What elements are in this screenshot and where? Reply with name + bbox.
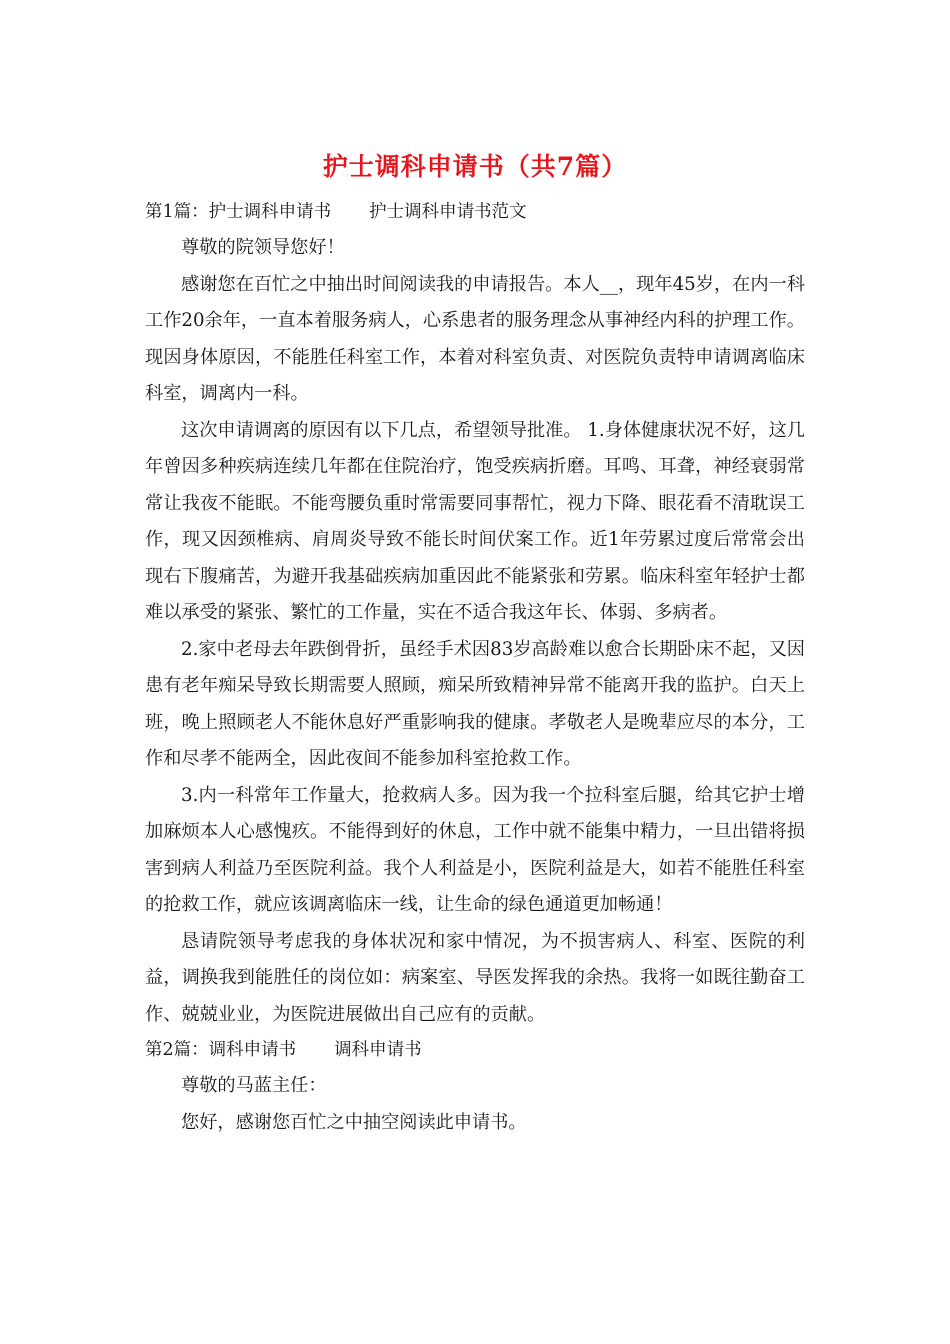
article-2-title: 第2篇：调科申请书 [145, 1040, 297, 1060]
article-1-salutation: 尊敬的院领导您好！ [181, 237, 345, 258]
document-title: 护士调科申请书（共7篇） [322, 152, 628, 181]
article-1-paragraph: 恳请院领导考虑我的身体状况和家中情况，为不损害病人、科室、医院的利益，调换我到能胜任的岗位如：病案室、导医发挥我的余热。我将一如既往勤奋工作、兢兢业业，为医院进展做出自己应有的贡献。 [145, 930, 805, 1025]
document-body [145, 197, 805, 1141]
article-1-subtitle: 护士调科申请书范文 [369, 202, 527, 222]
article-1-heading [145, 197, 805, 227]
article-2-heading [145, 1035, 805, 1065]
article-2-subtitle: 调科申请书 [334, 1040, 422, 1060]
article-1-paragraph: 2.家中老母去年跌倒骨折，虽经手术因83岁高龄难以愈合长期卧床不起，又因患有老年痴呆导致长期需要人照顾，痴呆所致精神异常不能离开我的监护。白天上班，晚上照顾老人不能休息好严重影响我的健康。孝敬老人是晚辈应尽的本分，工作和尽孝不能两全，因此夜间不能参加科室抢救工作。 [145, 638, 805, 769]
article-2-salutation: 尊敬的马蓝主任： [181, 1075, 327, 1096]
article-2-paragraph: 您好，感谢您百忙之中抽空阅读此申请书。 [181, 1111, 527, 1133]
article-1-paragraph: 感谢您在百忙之中抽出时间阅读我的申请报告。本人__，现年45岁，在内一科工作20余年，一直本着服务病人，心系患者的服务理念从事神经内科的护理工作。现因身体原因，不能胜任科室工作，本着对科室负责、对医院负责特申请调离临床科室，调离内一科。 [145, 273, 805, 404]
article-1-paragraph: 3.内一科常年工作量大，抢救病人多。因为我一个拉科室后腿，给其它护士增加麻烦本人心感愧疚。不能得到好的休息，工作中就不能集中精力，一旦出错将损害到病人利益乃至医院利益。我个人利益是小，医院利益是大，如若不能胜任科室的抢救工作，就应该调离临床一线，让生命的绿色通道更加畅通！ [145, 784, 805, 915]
article-1-title: 第1篇：护士调科申请书 [145, 202, 332, 222]
article-1-paragraph: 这次申请调离的原因有以下几点，希望领导批准。 1.身体健康状况不好，这几年曾因多种疾病连续几年都在住院治疗，饱受疾病折磨。耳鸣、耳聋，神经衰弱常常让我夜不能眠。不能弯腰负重时常需要同事帮忙，视力下降、眼花看不清耽误工作，现又因颈椎病、肩周炎导致不能长时间伏案工作。近1年劳累过度后常常会出现右下腹痛苦，为避开我基础疾病加重因此不能紧张和劳累。临床科室年轻护士都难以承受的紧张、繁忙的工作量，实在不适合我这年长、体弱、多病者。 [145, 419, 805, 623]
